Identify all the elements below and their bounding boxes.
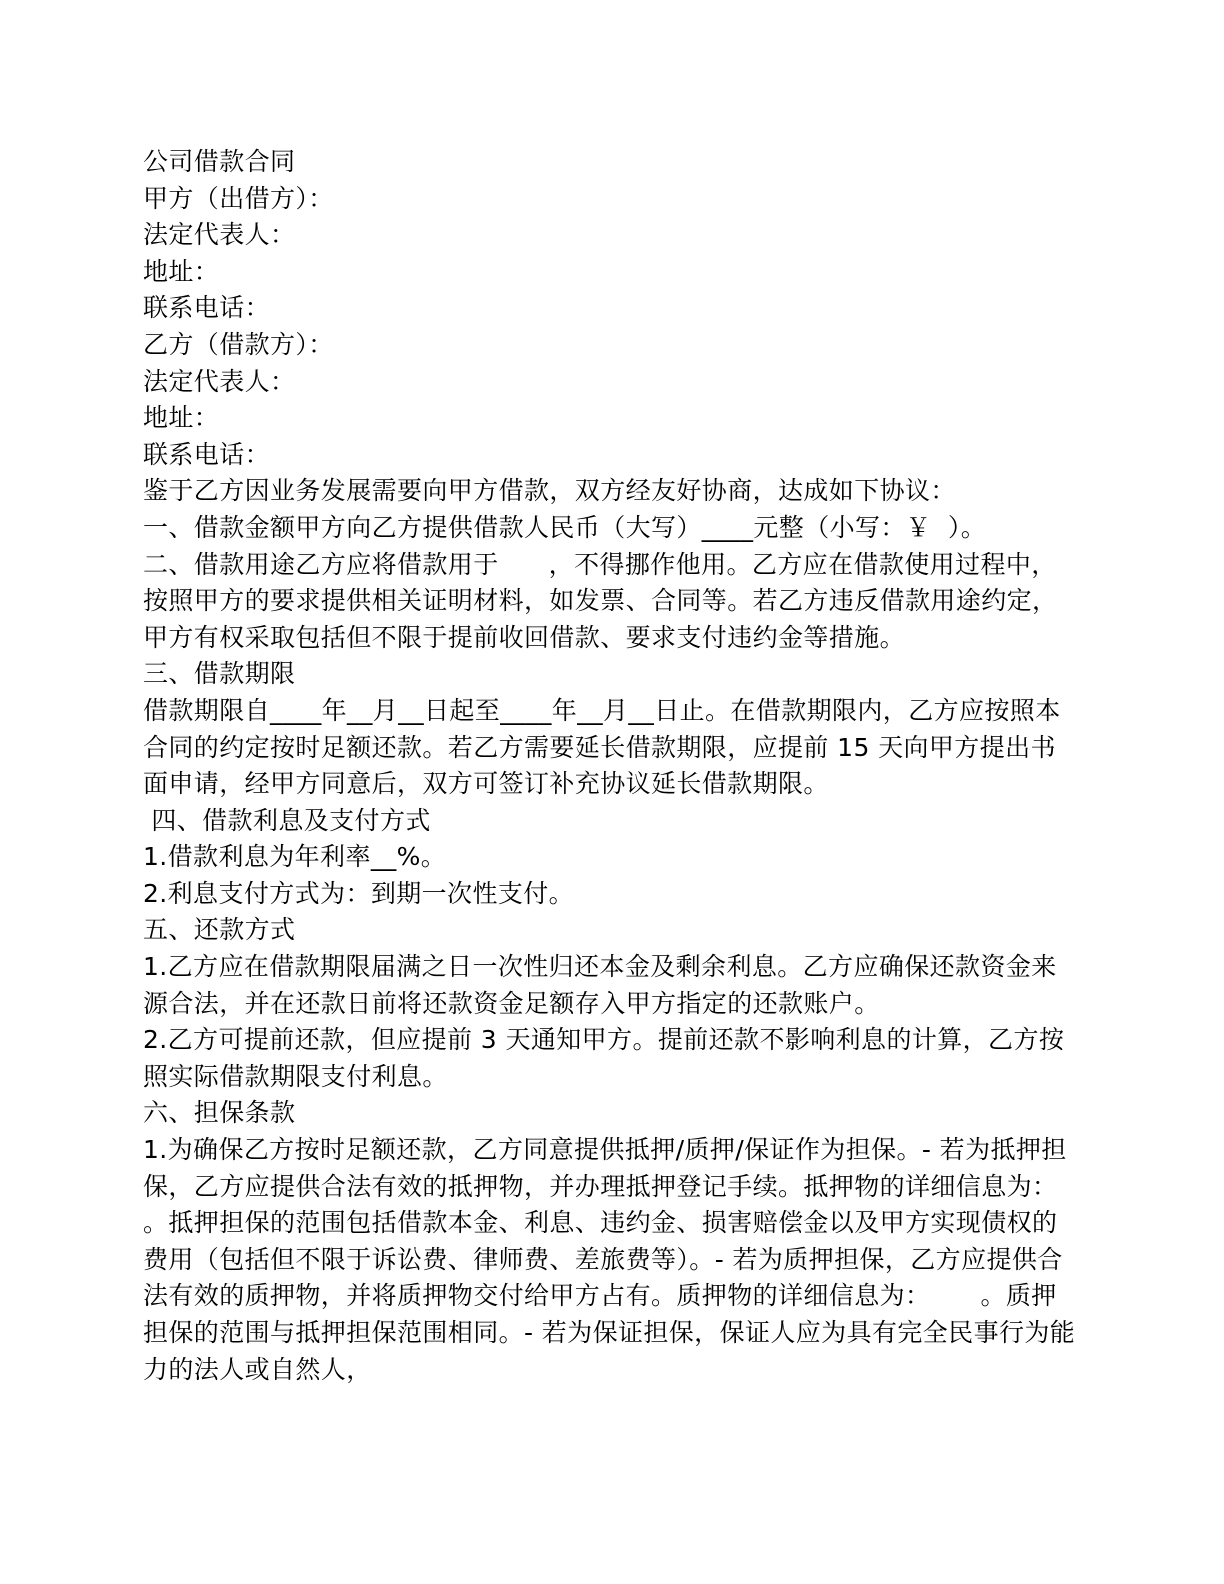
clause-interest-heading: 四、借款利息及支付方式 bbox=[143, 805, 431, 835]
clause-repayment-heading: 五、还款方式 bbox=[143, 915, 296, 945]
party-b-phone: 联系电话： bbox=[143, 439, 271, 469]
party-b-address: 地址： bbox=[143, 403, 220, 433]
clause-guarantee-item-1: 1.为确保乙方按时足额还款，乙方同意提供抵押/质押/保证作为担保。- 若为抵押担保，乙方应提供合法有效的抵押物，并办理抵押登记手续。抵押物的详细信息为： 。抵押担保的范围包括借款本金、利息、违约金、损害赔偿金以及甲方实现债权的费用（包括但不限于诉讼费、律师费、差旅费等）。- 若为质押担保，乙方应提供合法有效的质押物，并将质押物交付给甲方占有。质押物的详细信息为： 。质押担保的范围与抵押担保范围相同。- 若为保证担保，保证人应为具有完全民事行为能力的法人或自然人， bbox=[143, 1135, 1108, 1384]
preamble: 鉴于乙方因业务发展需要向甲方借款，双方经友好协商，达成如下协议： bbox=[143, 476, 956, 506]
clause-interest-rate: 1.借款利息为年利率__%。 bbox=[143, 842, 447, 872]
clause-interest-payment: 2.利息支付方式为：到期一次性支付。 bbox=[143, 878, 575, 908]
party-a-phone: 联系电话： bbox=[143, 293, 271, 323]
clause-repayment-item-2: 2.乙方可提前还款，但应提前 3 天通知甲方。提前还款不影响利息的计算，乙方按照实际借款期限支付利息。 bbox=[143, 1025, 1065, 1091]
clause-loan-term-heading: 三、借款期限 bbox=[143, 659, 296, 689]
party-a-representative: 法定代表人： bbox=[143, 220, 296, 250]
clause-loan-term-body: 借款期限自____年__月__日起至____年__月__日止。在借款期限内，乙方应按照本合同的约定按时足额还款。若乙方需要延长借款期限，应提前 15 天向甲方提出书面申请，经甲方同意后，双方可签订补充协议延长借款期限。 bbox=[143, 695, 1061, 799]
party-a-address: 地址： bbox=[143, 256, 220, 286]
document-title: 公司借款合同 bbox=[143, 147, 296, 176]
clause-loan-purpose: 二、借款用途乙方应将借款用于 ，不得挪作他用。乙方应在借款使用过程中，按照甲方的要求提供相关证明材料，如发票、合同等。若乙方违反借款用途约定，甲方有权采取包括但不限于提前收回借款、要求支付违约金等措施。 bbox=[143, 549, 1058, 652]
clause-loan-amount: 一、借款金额甲方向乙方提供借款人民币（大写）____元整（小写：￥ ）。 bbox=[143, 512, 987, 542]
party-b-representative: 法定代表人： bbox=[143, 366, 296, 396]
party-b-label: 乙方（借款方）： bbox=[143, 329, 334, 359]
clause-repayment-item-1: 1.乙方应在借款期限届满之日一次性归还本金及剩余利息。乙方应确保还款资金来源合法，并在还款日前将还款资金足额存入甲方指定的还款账户。 bbox=[143, 952, 1057, 1018]
party-a-label: 甲方（出借方）： bbox=[143, 183, 334, 213]
clause-guarantee-heading: 六、担保条款 bbox=[143, 1098, 296, 1128]
contract-document bbox=[143, 144, 1108, 1388]
